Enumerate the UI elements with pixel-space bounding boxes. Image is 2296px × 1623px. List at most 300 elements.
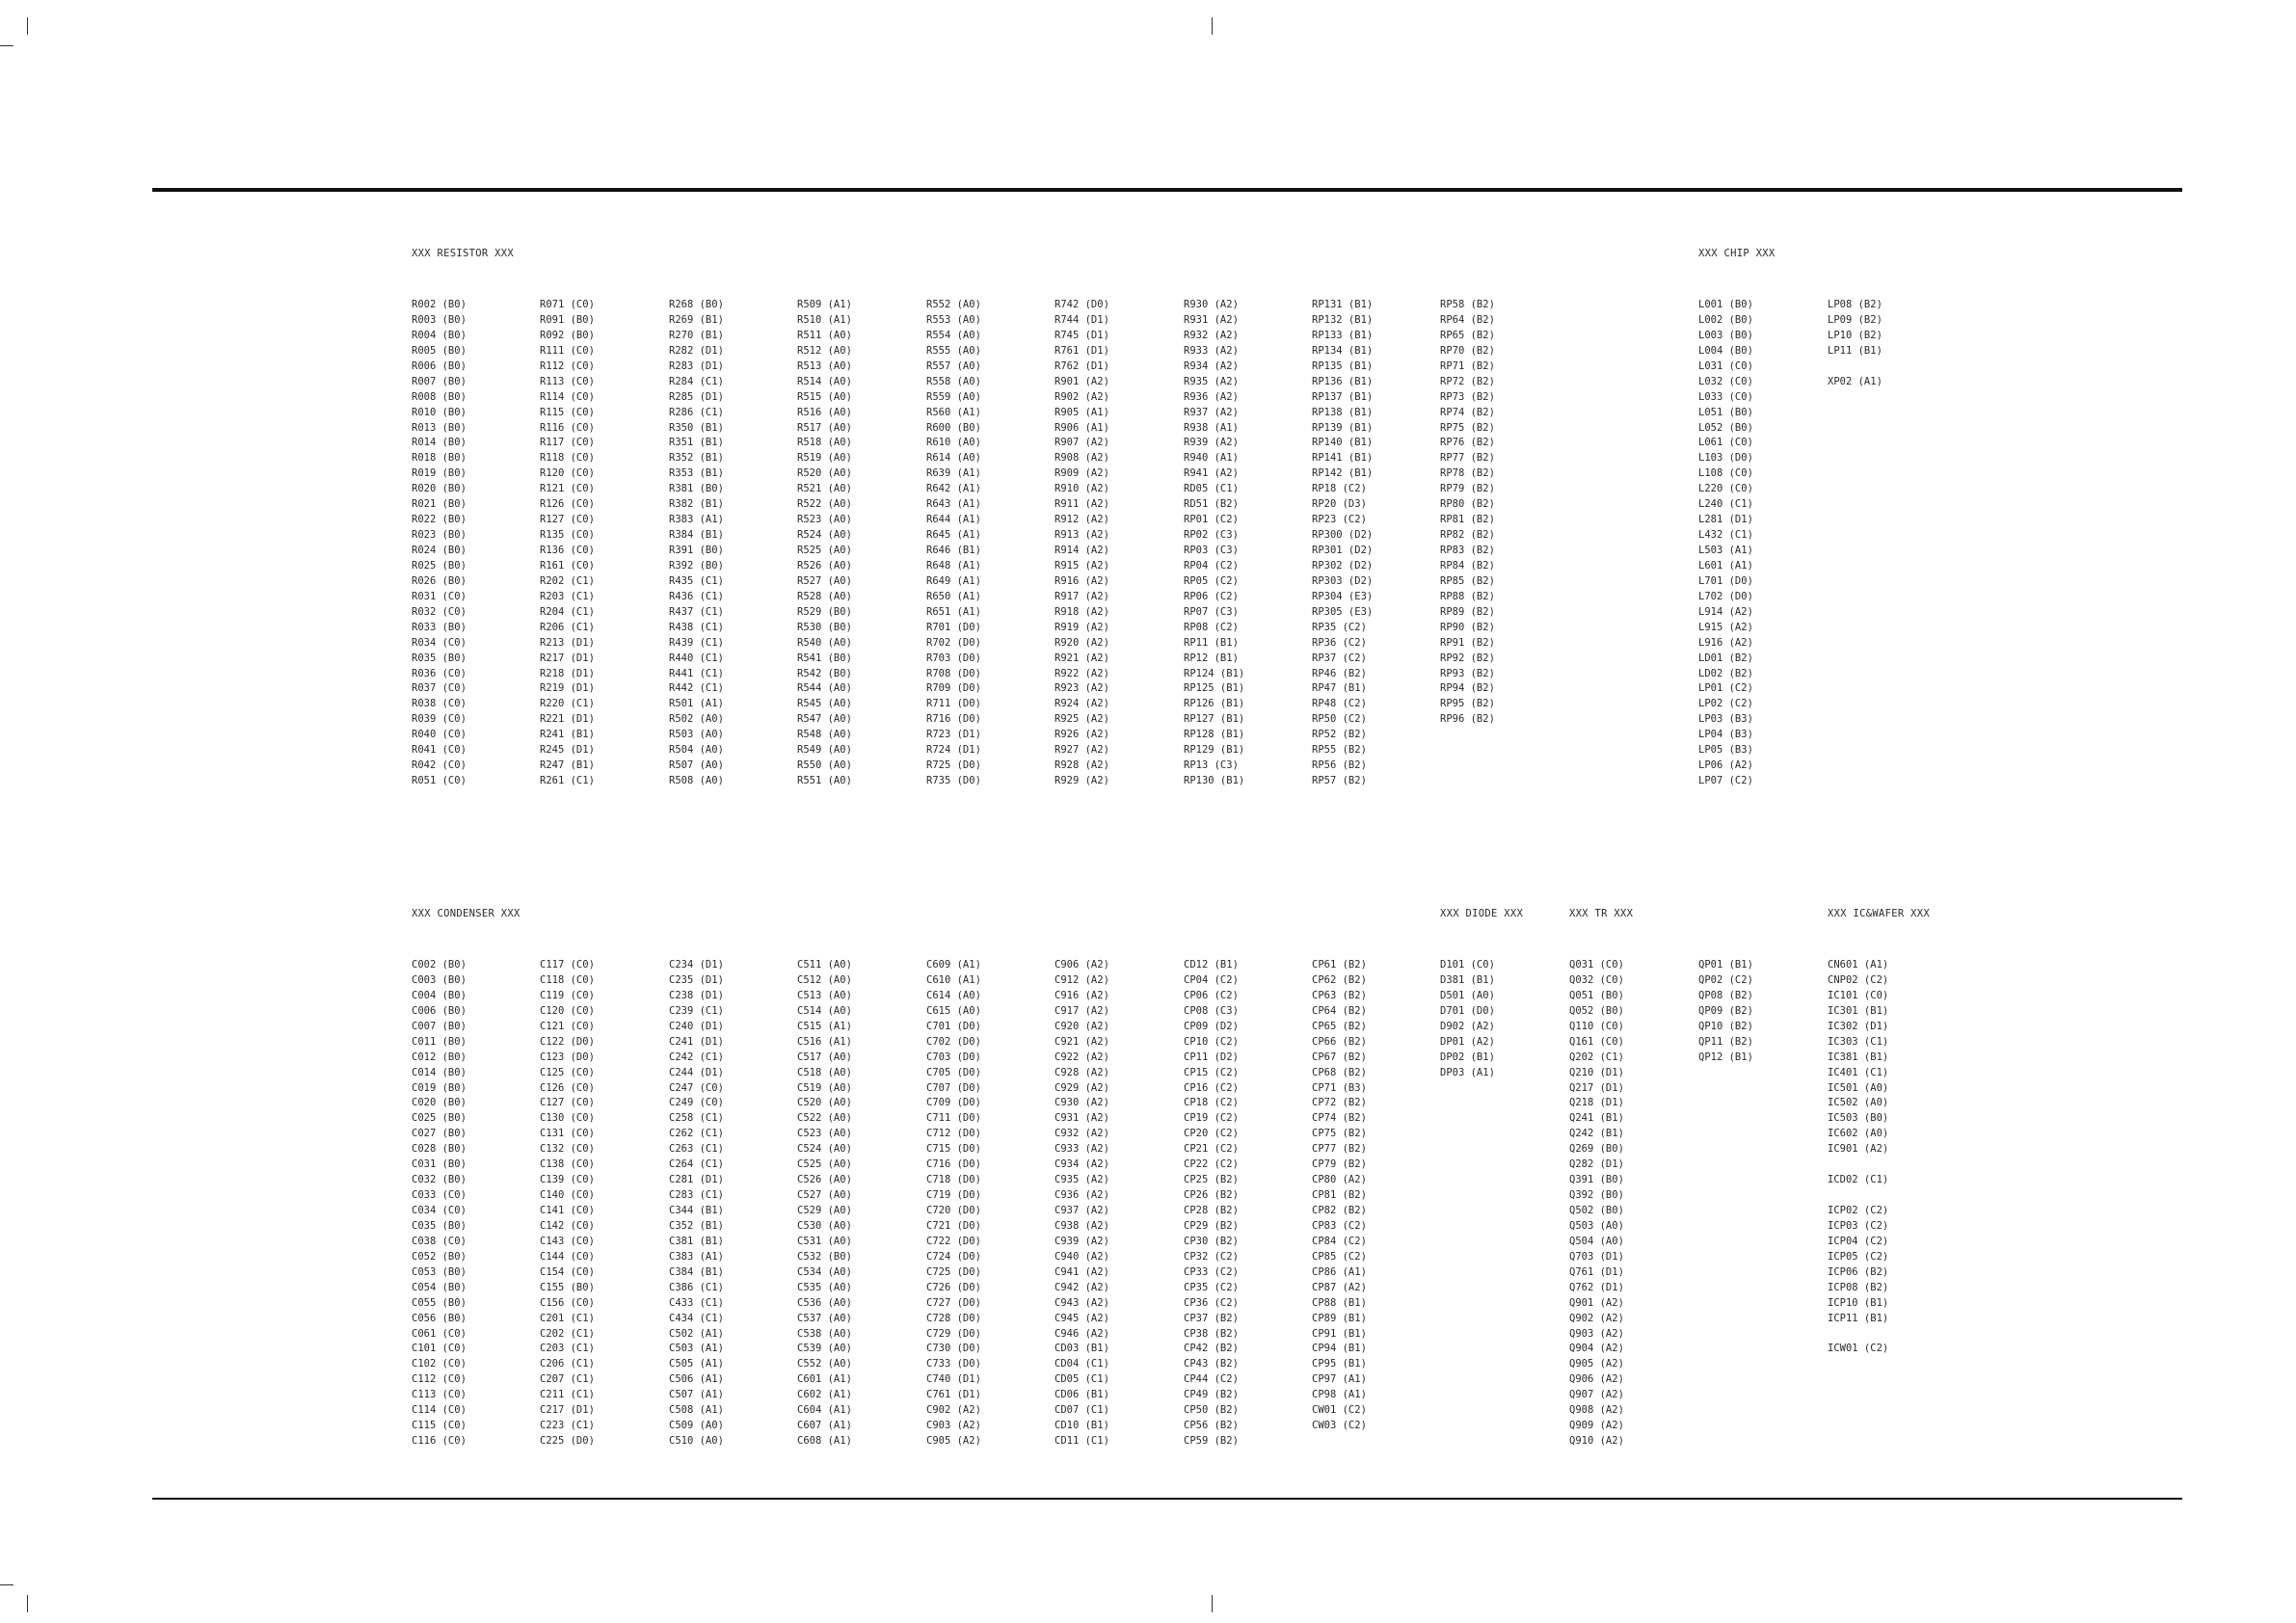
part-entry: R921 (A2) [1055,652,1109,664]
part-entry: C384 (B1) [669,1265,724,1278]
part-entry: R701 (D0) [926,621,981,633]
part-entry: R745 (D1) [1055,329,1109,341]
part-entry: L240 (C1) [1698,498,1753,511]
part-entry: R014 (B0) [412,437,467,449]
part-entry: RP128 (B1) [1184,729,1245,741]
part-entry: R920 (A2) [1055,636,1109,649]
part-entry: C154 (C0) [540,1265,595,1278]
part-entry: CP09 (D2) [1184,1020,1239,1032]
part-entry: Q762 (D1) [1569,1281,1624,1293]
part-entry: C138 (C0) [540,1158,595,1171]
part-entry: R391 (B0) [669,545,724,556]
part-entry: R352 (B1) [669,452,724,465]
part-entry: C235 (D1) [669,973,724,986]
part-entry: C601 (A1) [797,1373,852,1386]
part-entry: Q031 (C0) [1569,959,1624,971]
part-entry: C238 (D1) [669,989,724,1001]
part-entry: RP80 (B2) [1440,498,1495,511]
part-entry: RP01 (C2) [1184,514,1239,526]
tr-column [1569,958,1624,1450]
part-entry: R501 (A1) [669,698,724,710]
part-entry: CP38 (B2) [1184,1327,1239,1340]
part-entry: R930 (A2) [1184,299,1239,310]
part-entry: R039 (C0) [412,713,467,726]
part-entry: RP132 (B1) [1312,313,1374,326]
part-entry: R261 (C1) [540,775,595,787]
part-entry: C519 (A0) [797,1081,852,1094]
part-entry: C718 (D0) [926,1174,981,1186]
part-entry: R703 (D0) [926,652,981,664]
part-entry: CP35 (C2) [1184,1281,1239,1293]
part-entry: C242 (C1) [669,1051,724,1063]
part-entry: C061 (C0) [412,1327,467,1340]
part-entry: C932 (A2) [1055,1128,1109,1140]
part-entry: R247 (B1) [540,759,595,772]
part-entry: C381 (B1) [669,1235,724,1247]
part-entry: R120 (C0) [540,467,595,480]
part-entry: C101 (C0) [412,1343,467,1355]
part-entry: R006 (B0) [412,359,467,372]
part-entry: R649 (A1) [926,574,981,587]
part-entry: L701 (D0) [1698,574,1753,587]
part-entry: CN601 (A1) [1828,959,1889,971]
part-entry: Q242 (B1) [1569,1128,1624,1140]
part-entry: L503 (A1) [1698,545,1753,556]
part-entry: RP124 (B1) [1184,667,1245,679]
part-entry: C531 (A0) [797,1235,852,1247]
part-entry: Q502 (B0) [1569,1205,1624,1216]
part-entry: C130 (C0) [540,1112,595,1125]
part-entry: RP18 (C2) [1312,483,1367,495]
part-entry: Q161 (C0) [1569,1035,1624,1048]
part-entry: CP16 (C2) [1184,1081,1239,1094]
part-entry: Q703 (D1) [1569,1250,1624,1263]
part-entry: R002 (B0) [412,299,467,310]
part-entry: CP04 (C2) [1184,973,1239,986]
part-entry: C020 (B0) [412,1097,467,1109]
part-entry: R519 (A0) [797,452,852,465]
part-entry: C116 (C0) [412,1435,467,1448]
part-entry: C433 (C1) [669,1296,724,1309]
part-entry: R639 (A1) [926,467,981,480]
part-entry: ICP08 (B2) [1828,1281,1889,1293]
diode-heading: XXX DIODE XXX [1440,908,1524,919]
part-entry: C263 (C1) [669,1143,724,1156]
part-entry: C939 (A2) [1055,1235,1109,1247]
part-entry: C517 (A0) [797,1051,852,1063]
part-entry: C917 (A2) [1055,1004,1109,1017]
part-entry: Q217 (D1) [1569,1081,1624,1094]
part-entry: QP01 (B1) [1698,959,1753,971]
part-entry: C942 (A2) [1055,1281,1109,1293]
part-entry: R284 (C1) [669,375,724,387]
part-entry: C506 (A1) [669,1373,724,1386]
part-entry: C007 (B0) [412,1020,467,1032]
part-entry: C122 (D0) [540,1035,595,1048]
part-entry: CP30 (B2) [1184,1235,1239,1247]
part-entry: R353 (B1) [669,467,724,480]
part-entry: CP56 (B2) [1184,1420,1239,1432]
part-entry: CP83 (C2) [1312,1219,1367,1232]
part-entry: R092 (B0) [540,329,595,341]
part-entry: C383 (A1) [669,1250,724,1263]
part-entry: C352 (B1) [669,1219,724,1232]
part-entry: R135 (C0) [540,529,595,542]
part-entry: RP303 (D2) [1312,574,1374,587]
part-entry: R285 (D1) [669,390,724,403]
part-entry: C610 (A1) [926,973,981,986]
part-entry: R038 (C0) [412,698,467,710]
resistor-column [540,298,595,789]
part-entry: L031 (C0) [1698,359,1753,372]
part-entry: L001 (B0) [1698,299,1753,310]
part-entry: Q110 (C0) [1569,1020,1624,1032]
part-entry: R117 (C0) [540,437,595,449]
part-entry: R529 (B0) [797,605,852,618]
part-entry: R121 (C0) [540,483,595,495]
part-entry: C223 (C1) [540,1420,595,1432]
part-entry: R549 (A0) [797,744,852,757]
part-entry: R221 (D1) [540,713,595,726]
part-entry: RP84 (B2) [1440,559,1495,572]
part-entry: C141 (C0) [540,1205,595,1216]
part-entry: C247 (C0) [669,1081,724,1094]
part-entry: CP66 (B2) [1312,1035,1367,1048]
part-entry: C211 (C1) [540,1389,595,1401]
part-entry: R936 (A2) [1184,390,1239,403]
part-entry: C728 (D0) [926,1312,981,1324]
part-entry: C538 (A0) [797,1327,852,1340]
part-entry: CW03 (C2) [1312,1420,1367,1432]
condenser-column [797,958,852,1450]
part-entry: C507 (A1) [669,1389,724,1401]
part-entry: Q032 (C0) [1569,973,1624,986]
part-entry: R509 (A1) [797,299,852,310]
part-entry: C120 (C0) [540,1004,595,1017]
part-entry: R384 (B1) [669,529,724,542]
part-entry: CP85 (C2) [1312,1250,1367,1263]
part-entry: Q210 (D1) [1569,1066,1624,1078]
part-entry: C928 (A2) [1055,1066,1109,1078]
part-entry: CP29 (B2) [1184,1219,1239,1232]
part-entry: RP06 (C2) [1184,590,1239,602]
part-entry: R126 (C0) [540,498,595,511]
part-entry: RP304 (E3) [1312,590,1374,602]
part-entry: CP77 (B2) [1312,1143,1367,1156]
part-entry: C206 (C1) [540,1358,595,1370]
resistor-column [797,298,852,789]
part-entry: C726 (D0) [926,1281,981,1293]
part-entry: C508 (A1) [669,1404,724,1417]
part-entry: C031 (B0) [412,1158,467,1171]
part-entry: R003 (B0) [412,313,467,326]
part-entry: RP36 (C2) [1312,636,1367,649]
part-entry: L061 (C0) [1698,437,1753,449]
part-entry: CD03 (B1) [1055,1343,1109,1355]
crop-mark [0,45,13,46]
part-entry: C539 (A0) [797,1343,852,1355]
part-entry: R033 (B0) [412,621,467,633]
part-entry: RP56 (B2) [1312,759,1367,772]
part-entry: C615 (A0) [926,1004,981,1017]
part-entry: LP08 (B2) [1828,299,1882,310]
part-entry: C027 (B0) [412,1128,467,1140]
part-entry: C217 (D1) [540,1404,595,1417]
part-entry: C127 (C0) [540,1097,595,1109]
ic-wafer-heading: XXX IC&WAFER XXX [1828,908,1930,919]
part-entry: Q909 (A2) [1569,1420,1624,1432]
resistor-heading: XXX RESISTOR XXX [412,248,514,259]
part-entry: R919 (A2) [1055,621,1109,633]
part-entry: RP71 (B2) [1440,359,1495,372]
part-entry: LP09 (B2) [1828,313,1882,326]
part-entry: R933 (A2) [1184,344,1239,357]
part-entry: R008 (B0) [412,390,467,403]
part-entry: C515 (A1) [797,1020,852,1032]
part-entry: R435 (C1) [669,574,724,587]
part-entry: C529 (A0) [797,1205,852,1216]
part-entry: RP52 (B2) [1312,729,1367,741]
part-entry: XP02 (A1) [1828,375,1882,387]
part-entry: R213 (D1) [540,636,595,649]
part-entry: R922 (A2) [1055,667,1109,679]
part-entry: C203 (C1) [540,1343,595,1355]
part-entry: R013 (B0) [412,421,467,434]
part-entry: R912 (A2) [1055,514,1109,526]
condenser-column [926,958,981,1450]
part-entry: CP98 (A1) [1312,1389,1367,1401]
part-entry: L601 (A1) [1698,559,1753,572]
part-entry: Q202 (C1) [1569,1051,1624,1063]
part-entry: R645 (A1) [926,529,981,542]
part-entry: RP35 (C2) [1312,621,1367,633]
part-entry: C552 (A0) [797,1358,852,1370]
part-entry: R510 (A1) [797,313,852,326]
part-entry: CP79 (B2) [1312,1158,1367,1171]
part-entry: RP08 (C2) [1184,621,1239,633]
part-entry: C132 (C0) [540,1143,595,1156]
part-entry: R037 (C0) [412,682,467,695]
part-entry: RP05 (C2) [1184,574,1239,587]
condenser-column [1184,958,1239,1450]
part-entry: CP94 (B1) [1312,1343,1367,1355]
part-entry: R940 (A1) [1184,452,1239,465]
part-entry: C028 (B0) [412,1143,467,1156]
part-entry: CP71 (B3) [1312,1081,1367,1094]
part-entry: CP32 (C2) [1184,1250,1239,1263]
part-entry: C505 (A1) [669,1358,724,1370]
part-entry: C121 (C0) [540,1020,595,1032]
tr-column [1698,958,1753,1066]
part-entry: RP75 (B2) [1440,421,1495,434]
part-entry: R540 (A0) [797,636,852,649]
part-entry: C512 (A0) [797,973,852,986]
part-entry: CP86 (A1) [1312,1265,1367,1278]
part-entry: C727 (D0) [926,1296,981,1309]
part-entry: CP22 (C2) [1184,1158,1239,1171]
part-entry: R005 (B0) [412,344,467,357]
part-entry: CD12 (B1) [1184,959,1239,971]
part-entry: R526 (A0) [797,559,852,572]
part-entry: IC901 (A2) [1828,1143,1889,1156]
part-entry: R600 (B0) [926,421,981,434]
part-entry: C712 (D0) [926,1128,981,1140]
part-entry: C614 (A0) [926,989,981,1001]
part-entry: RP301 (D2) [1312,545,1374,556]
part-entry: R283 (D1) [669,359,724,372]
part-entry: RP47 (B1) [1312,682,1367,695]
part-entry: C607 (A1) [797,1420,852,1432]
part-entry: CP95 (B1) [1312,1358,1367,1370]
part-entry: RP83 (B2) [1440,545,1495,556]
part-entry: Q904 (A2) [1569,1343,1624,1355]
part-entry: C730 (D0) [926,1343,981,1355]
part-entry: L915 (A2) [1698,621,1753,633]
part-entry: R610 (A0) [926,437,981,449]
part-entry: CP19 (C2) [1184,1112,1239,1125]
part-entry: CP91 (B1) [1312,1327,1367,1340]
part-entry: C125 (C0) [540,1066,595,1078]
part-entry: C055 (B0) [412,1296,467,1309]
part-entry: C920 (A2) [1055,1020,1109,1032]
part-entry: RP131 (B1) [1312,299,1374,310]
part-entry: R091 (B0) [540,313,595,326]
part-entry: L914 (A2) [1698,605,1753,618]
part-entry: L033 (C0) [1698,390,1753,403]
part-entry: QP09 (B2) [1698,1004,1753,1017]
part-entry: R902 (A2) [1055,390,1109,403]
part-entry: R520 (A0) [797,467,852,480]
part-entry: C004 (B0) [412,989,467,1001]
part-entry: RP96 (B2) [1440,713,1495,726]
part-entry: L432 (C1) [1698,529,1753,542]
part-entry: C935 (A2) [1055,1174,1109,1186]
condenser-column [1312,958,1367,1434]
part-entry: R504 (A0) [669,744,724,757]
part-entry: R019 (B0) [412,467,467,480]
part-entry: D381 (B1) [1440,973,1495,986]
part-entry: RP55 (B2) [1312,744,1367,757]
part-entry: ICP06 (B2) [1828,1265,1889,1278]
part-entry: R939 (A2) [1184,437,1239,449]
part-entry: CP50 (B2) [1184,1404,1239,1417]
part-entry: RP03 (C3) [1184,545,1239,556]
part-entry: R512 (A0) [797,344,852,357]
part-entry: C117 (C0) [540,959,595,971]
part-entry: R938 (A1) [1184,421,1239,434]
part-entry: Q282 (D1) [1569,1158,1624,1171]
part-entry: C705 (D0) [926,1066,981,1078]
part-entry: RP79 (B2) [1440,483,1495,495]
part-entry: R911 (A2) [1055,498,1109,511]
part-entry: C244 (D1) [669,1066,724,1078]
part-entry: R031 (C0) [412,590,467,602]
part-entry: R642 (A1) [926,483,981,495]
part-entry: R557 (A0) [926,359,981,372]
part-entry: RP142 (B1) [1312,467,1374,480]
part-entry: R351 (B1) [669,437,724,449]
part-entry: R021 (B0) [412,498,467,511]
part-entry: R544 (A0) [797,682,852,695]
part-entry: L281 (D1) [1698,514,1753,526]
part-entry: CP10 (C2) [1184,1035,1239,1048]
part-entry: C014 (B0) [412,1066,467,1078]
part-entry: R929 (A2) [1055,775,1109,787]
crop-mark [1212,17,1213,35]
part-entry: R924 (A2) [1055,698,1109,710]
part-entry: R439 (C1) [669,636,724,649]
part-entry: C513 (A0) [797,989,852,1001]
tr-heading: XXX TR XXX [1569,908,1634,919]
part-entry: C938 (A2) [1055,1219,1109,1232]
part-entry: RP58 (B2) [1440,299,1495,310]
part-entry: C929 (A2) [1055,1081,1109,1094]
part-entry: RP141 (B1) [1312,452,1374,465]
part-entry: R115 (C0) [540,406,595,418]
chip-heading: XXX CHIP XXX [1698,248,1775,259]
part-entry: CP43 (B2) [1184,1358,1239,1370]
part-entry: C608 (A1) [797,1435,852,1448]
part-entry: RP11 (B1) [1184,636,1239,649]
part-entry: CD05 (C1) [1055,1373,1109,1386]
part-entry: C721 (D0) [926,1219,981,1232]
part-entry: C520 (A0) [797,1097,852,1109]
part-entry: R735 (D0) [926,775,981,787]
part-entry [1828,1188,1888,1204]
part-entry: DP03 (A1) [1440,1066,1495,1078]
part-entry: RP76 (B2) [1440,437,1495,449]
part-entry: R161 (C0) [540,559,595,572]
part-entry: DP02 (B1) [1440,1051,1495,1063]
resistor-column [1055,298,1109,789]
part-entry: C240 (D1) [669,1020,724,1032]
part-entry: CP87 (A2) [1312,1281,1367,1293]
part-entry: CW01 (C2) [1312,1404,1367,1417]
part-entry: QP10 (B2) [1698,1020,1753,1032]
part-entry: RP129 (B1) [1184,744,1245,757]
part-entry: R503 (A0) [669,729,724,741]
part-entry: R516 (A0) [797,406,852,418]
part-entry: C006 (B0) [412,1004,467,1017]
part-entry: C012 (B0) [412,1051,467,1063]
part-entry: RP04 (C2) [1184,559,1239,572]
part-entry: RP300 (D2) [1312,529,1374,542]
part-entry: Q761 (D1) [1569,1265,1624,1278]
chip-column [1698,298,1753,789]
part-entry: C258 (C1) [669,1112,724,1125]
part-entry: IC401 (C1) [1828,1066,1889,1078]
part-entry: ICP02 (C2) [1828,1205,1889,1216]
part-entry: C115 (C0) [412,1420,467,1432]
part-entry: R035 (B0) [412,652,467,664]
part-entry [1828,359,1882,375]
crop-mark [0,1584,13,1585]
part-entry: C912 (A2) [1055,973,1109,986]
condenser-column [669,958,724,1450]
part-entry: Q269 (B0) [1569,1143,1624,1156]
part-entry: L003 (B0) [1698,329,1753,341]
part-entry: C922 (A2) [1055,1051,1109,1063]
part-entry: CP20 (C2) [1184,1128,1239,1140]
resistor-column [1312,298,1373,789]
part-entry: C702 (D0) [926,1035,981,1048]
part-entry: R111 (C0) [540,344,595,357]
part-entry: QP12 (B1) [1698,1051,1753,1063]
part-entry: Q902 (A2) [1569,1312,1624,1324]
part-entry: CP88 (B1) [1312,1296,1367,1309]
part-entry: RP95 (B2) [1440,698,1495,710]
part-entry: L108 (C0) [1698,467,1753,480]
